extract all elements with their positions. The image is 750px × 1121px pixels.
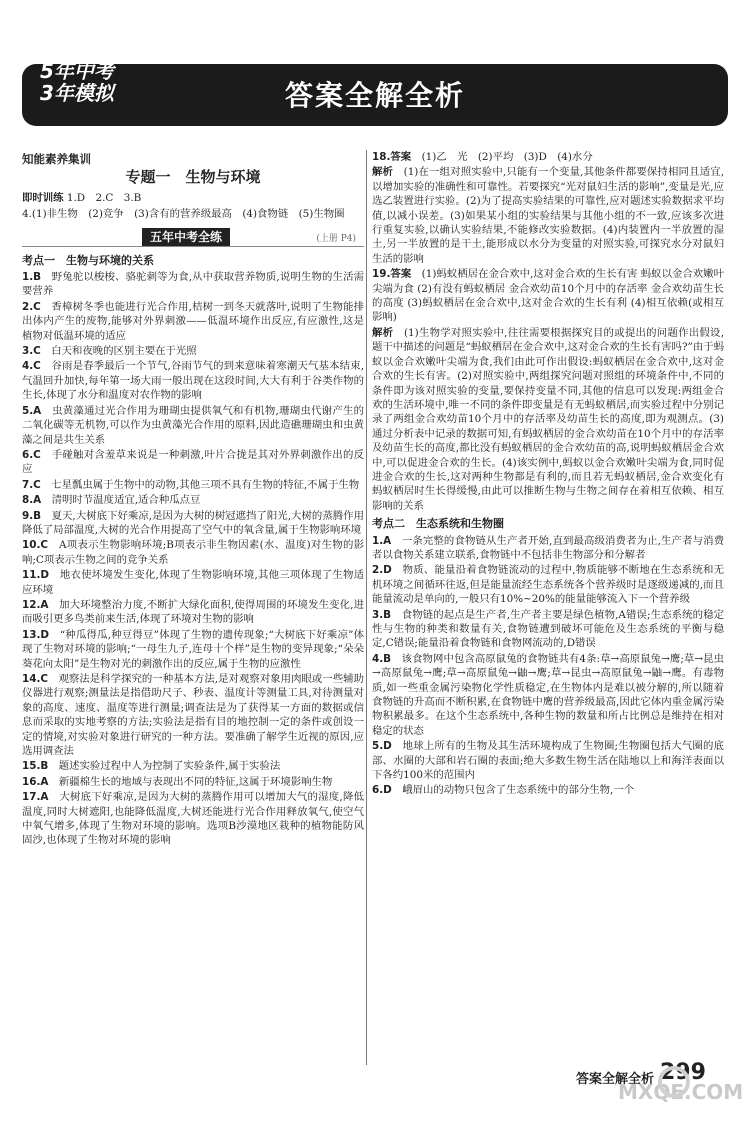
answer-number: 11.D bbox=[22, 569, 50, 582]
answer-text: 谷雨是春季最后一个节气,谷雨节气的到来意味着寒潮天气基本结束,气温回升加快,每年第一场大雨一般出现在这段时间,大大有利于谷类作物的生长,体现了水分和温度对农作物的影响 bbox=[22, 360, 365, 402]
answer-number: 解析 bbox=[372, 166, 394, 179]
answer-number: 8.A bbox=[22, 494, 42, 507]
answer-text: 地球上所有的生物及其生活环境构成了生物圈;生物圈包括大气圈的底部、水圈的大部和岩石圈的表面;绝大多数生物生活在陆地以上和海洋表面以下各约100米的范围内 bbox=[372, 740, 725, 782]
answer-number: 17.A bbox=[22, 791, 49, 804]
watermark-logo bbox=[644, 1064, 704, 1100]
drill-answers: 1.D 2.C 3.B bbox=[66, 191, 142, 204]
answer-item bbox=[22, 493, 364, 507]
answer-item bbox=[22, 538, 364, 567]
footer-label: 答案全解全析 bbox=[576, 1072, 655, 1087]
answer-item bbox=[22, 270, 364, 299]
answer-text: (1)生物学对照实验中,往往需要根据探究目的或提出的问题作出假设,题干中描述的问题是“蚂蚁栖居在金合欢中,这对金合欢的生长有害吗?”由于蚂蚁以金合欢嫩叶尖端为食,我们由此可作出假设:蚂蚁栖居在金合欢中,这对金合欢的生长有害。(2)对照实验中,两组探究问题对照组的环境条件中,不同的条件即为该对照实验的变量,要保持变量不同,其他的信息可以发现:两组金合欢的生活环境中,唯一不同的条件即变量是有无蚂蚁栖居,而实验过程中分别记录了两组金合欢幼苗10个月中的存活率及幼苗生长的高度,即为观测点。(3)通过分析表中记录的数据可知,有蚂蚁栖居的金合欢幼苗在10个月中的存活率及幼苗生长的高度,都比没有蚂蚁栖居的金合欢幼苗的高,说明蚂蚁栖居金合欢中,可以促进金合欢的生长。(4)该实例中,蚂蚁以金合欢嫩叶尖端为食,同时促进金合欢的生长,这对两种生物都是有利的,而且若无蚂蚁栖居,金合欢变化有蚂蚁栖居时生长得缓慢,由此可以推断生物与生物之间存在着相互依赖、相互影响的关系 bbox=[372, 326, 725, 512]
answer-text: 观察法是科学探究的一种基本方法,是对观察对象用肉眼或一些辅助仪器进行观察;测量法是指借助尺子、秒表、温度计等测量工具,对待测量对象的高度、速度、温度等进行测量;调查法是为了获得某一方面的数据或信息而采取的实地考察的方法;实验法是指有目的地控制一定的条件或创设一定的情境,对实验对象进行研究的一种方法。要准确了解学生近视的原因,应选用调查法 bbox=[22, 673, 364, 758]
answer-number: 13.D bbox=[22, 628, 50, 641]
answer-item bbox=[22, 300, 364, 343]
answer-text: 物质、能量沿着食物链流动的过程中,物质能够不断地在生态系统和无机环境之间循环往返,但是能量流经生态系统各个营养级时是逐级递减的,而且能量流动是单向的,一般只有10%~20%的能量能够流入下一个营养级 bbox=[372, 564, 725, 606]
answer-number: 3.C bbox=[22, 345, 41, 358]
section-heading: 知能素养集训 bbox=[22, 152, 91, 166]
answer-item bbox=[22, 404, 364, 447]
kp2-heading: 考点二 生态系统和生物圈 bbox=[372, 517, 504, 531]
answer-number: 1.B bbox=[22, 271, 42, 284]
answer-item bbox=[22, 598, 364, 627]
right-column bbox=[372, 150, 724, 799]
answer-text: 大树底下好乘凉,是因为大树的蒸腾作用可以增加大气的湿度,降低温度,同时大树遮阳,也能降低温度,大树还能进行光合作用释放氧气,使空气中氧气增多,体现了生物对环境的影响。选项B沙漠地区栽种的植物能防风固沙,也体现了生物对环境的影响 bbox=[22, 791, 365, 847]
answer-text: 虫黄藻通过光合作用为珊瑚虫提供氧气和有机物,珊瑚虫代谢产生的二氧化碳等无机物,可以作为虫黄藻光合作用的原料,因此造礁珊瑚虫和虫黄藻之间是共生关系 bbox=[22, 404, 364, 446]
answer-text: 夏天,大树底下好乘凉,是因为大树的树冠遮挡了阳光,大树的蒸腾作用降低了局部温度,大树的光合作用提高了空气中的氧含量,属于生物影响环境 bbox=[22, 509, 365, 536]
answer-number: 6.C bbox=[22, 448, 41, 461]
answer-number: 2.D bbox=[372, 564, 392, 577]
topic-heading: 专题一 生物与环境 bbox=[125, 168, 261, 187]
answer-item bbox=[372, 326, 724, 513]
answer-number: 2.C bbox=[22, 300, 41, 313]
answer-item bbox=[372, 563, 724, 606]
page-number: 299 bbox=[660, 1060, 706, 1085]
answer-item bbox=[372, 783, 724, 797]
answer-item bbox=[22, 759, 364, 773]
answer-number: 15.B bbox=[22, 760, 49, 773]
answer-item bbox=[22, 628, 364, 671]
page-title: 答案全解全析 bbox=[284, 79, 465, 112]
answer-text: 新疆棉生长的地域与表现出不同的特征,这属于环境影响生物 bbox=[58, 775, 333, 788]
kp1-heading: 考点一 生物与环境的关系 bbox=[22, 253, 154, 267]
answer-text: 食物链的起点是生产者,生产者主要是绿色植物,A错误;生态系统的稳定性与生物的种类和数量有关,食物链遭到破坏可能危及生态系统的平衡与稳定,C错误;能量沿着食物链和食物网流动的,D错误 bbox=[372, 608, 725, 650]
q18-block bbox=[372, 150, 724, 266]
answer-number: 14.C bbox=[22, 673, 49, 685]
answer-text: (1)在一组对照实验中,只能有一个变量,其他条件都要保持相同且适宜,以增加实验的准确性和可靠性。若要探究“光对鼠妇生活的影响”,变量是光,应选乙装置进行实验。(2)为了提高实验结果的可靠性,应对题述实验数据求平均值,以减小误差。(3)如果某小组的实验结果与其他小组的不一致,应该多次进行重复实验,以确认实验结果,不能修改实验数据。(4)内装置内一半放置的湿土,另一半放置的是干土,能形成以水分为变量的对照实验,可探究水分对鼠妇生活的影响 bbox=[372, 166, 725, 265]
answer-text: 该食物网中包含高原鼠兔的食物链共有4条:草→高原鼠兔→鹰;草→昆虫→高原鼠兔→鹰;草→高原鼠兔→鼬→鹰;草→昆虫→高原鼠兔→鼬→鹰。有毒物质,如一些重金属污染物化学性质稳定,在生物体内是难以被分解的,所以随着食物链的升高而不断积累,在食物链中鹰的营养级最高,因此它体内重金属污染物积累最多。在这个生态系统中,各种生物的数量和所占比例总是维持在相对稳定的状态 bbox=[372, 652, 725, 737]
answer-text: 加大环境整治力度,不断扩大绿化面积,使得周围的环境发生变化,进而吸引更多鸟类前来生活,体现了环境对生物的影响 bbox=[22, 598, 365, 626]
column-divider bbox=[366, 150, 367, 1065]
answer-number: 1.A bbox=[372, 534, 392, 547]
right-answer-list bbox=[372, 534, 724, 798]
answer-number: 3.B bbox=[372, 608, 392, 621]
answer-item bbox=[22, 568, 364, 597]
answer-number: 7.C bbox=[22, 478, 41, 491]
answer-text: “种瓜得瓜,种豆得豆”体现了生物的遗传现象;“大树底下好乘凉”体现了生物对环境的影响;“一母生九子,连母十个样”是生物的变异现象;“朵朵葵花向太阳”是生物对光的刺激作出的反应,属于生物的应激性 bbox=[22, 628, 364, 670]
answer-text: 野兔驼以梭梭、骆驼刺等为食,从中获取营养物质,说明生物的生活需要营养 bbox=[22, 271, 365, 298]
answer-number: 16.A bbox=[22, 775, 49, 788]
answer-item bbox=[372, 534, 724, 563]
answer-text: (1)乙 光 (2)平均 (3)D (4)水分 bbox=[421, 151, 593, 163]
q19-block bbox=[372, 267, 724, 513]
answer-item bbox=[372, 165, 724, 266]
answer-item bbox=[372, 150, 724, 164]
answer-text: 白天和夜晚的区别主要在于光照 bbox=[51, 345, 197, 358]
answer-number: 解析 bbox=[372, 326, 394, 339]
answer-item bbox=[22, 509, 364, 538]
answer-text: 香樟树冬季也能进行光合作用,桔树一到冬天就落叶,说明了生物能排出体内产生的废物,能够对外界刺激——低温环境作出反应,有应激性,这是植物对低温环境的适应 bbox=[22, 300, 365, 342]
answer-number: 4.B bbox=[372, 652, 392, 665]
badge-row bbox=[22, 228, 364, 250]
answer-item bbox=[22, 478, 364, 492]
left-column bbox=[22, 150, 364, 849]
answer-number: 4.C bbox=[22, 360, 41, 373]
answer-text: 手碰触对含羞草来说是一种刺激,叶片合拢是其对外界刺激作出的反应 bbox=[22, 448, 364, 476]
logo-line-1: 5年中考 bbox=[40, 59, 114, 83]
answer-item bbox=[372, 267, 724, 325]
answer-item bbox=[372, 652, 724, 738]
answer-number: 9.B bbox=[22, 509, 42, 522]
answer-number: 18.答案 bbox=[372, 151, 412, 163]
answer-item bbox=[22, 344, 364, 358]
drill-label: 即时训练 bbox=[22, 191, 64, 204]
answer-text: 一条完整的食物链从生产者开始,直到最高级消费者为止,生产者与消费者以食物关系建立联系,食物链中不包括非生物部分和分解者 bbox=[372, 534, 724, 561]
answer-text: 清明时节温度适宜,适合种瓜点豆 bbox=[51, 494, 201, 507]
answer-item bbox=[372, 608, 724, 651]
answer-item bbox=[22, 672, 364, 758]
answer-item bbox=[22, 359, 364, 402]
answer-text: 地衣使坏境发生变化,体现了生物影响环境,其他三项体现了生物适应环境 bbox=[22, 569, 364, 596]
logo-line-2: 3年模拟 bbox=[40, 81, 114, 105]
answer-item bbox=[22, 790, 364, 848]
left-answer-list bbox=[22, 270, 364, 848]
answer-number: 19.答案 bbox=[372, 268, 412, 281]
answer-number: 10.C bbox=[22, 539, 49, 552]
answer-item bbox=[372, 739, 724, 782]
answer-number: 6.D bbox=[372, 784, 392, 797]
drill-line-2: 4.(1)非生物 (2)竞争 (3)含有的营养级最高 (4)食物链 (5)生物圈 bbox=[22, 208, 345, 221]
answer-text: (1)蚂蚁栖居在金合欢中,这对金合欢的生长有害 蚂蚁以金合欢嫩叶尖端为食 (2)有没有蚂蚁栖居 金合欢幼苗10个月中的存活率 金合欢幼苗生长的高度 (3)蚂蚁栖居在金合欢中,这对金合欢的生长有利 (4)相互依赖(或相互影响) bbox=[372, 268, 725, 324]
watermark bbox=[618, 1080, 744, 1118]
answer-item bbox=[22, 448, 364, 477]
answer-text: 七星瓢虫属于生物中的动物,其他三项不具有生物的特征,不属于生物 bbox=[51, 478, 360, 491]
answer-text: 峨眉山的动物只包含了生态系统中的部分生物,一个 bbox=[402, 784, 635, 797]
watermark-text: MXQE.COM bbox=[618, 1080, 744, 1104]
answer-number: 5.D bbox=[372, 740, 392, 753]
badge-note: (上册 P4) bbox=[316, 233, 356, 244]
answer-number: 12.A bbox=[22, 598, 49, 611]
answer-text: 题述实验过程中人为控制了实验条件,属于实验法 bbox=[58, 760, 281, 773]
drill-line-1 bbox=[22, 191, 364, 205]
answer-number: 5.A bbox=[22, 404, 42, 417]
answer-item bbox=[22, 775, 364, 789]
answer-text: A项表示生物影响环境;B项表示非生物因素(水、温度)对生物的影响;C项表示生物之间的竞争关系 bbox=[22, 539, 364, 566]
section-badge: 五年中考全练 bbox=[142, 228, 230, 246]
